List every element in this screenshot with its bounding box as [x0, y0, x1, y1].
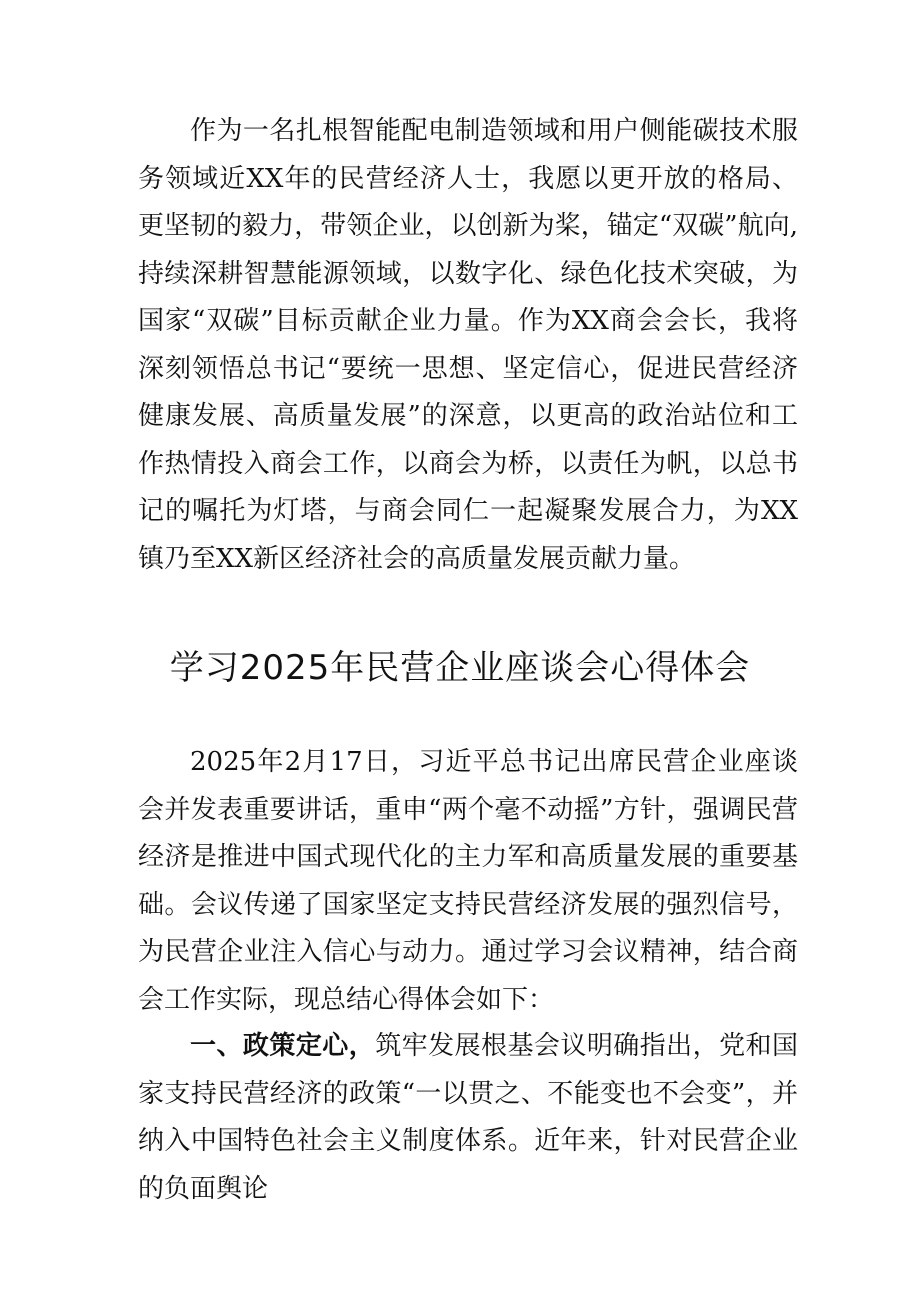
section-title: 学习2025年民营企业座谈会心得体会 [169, 648, 751, 688]
body-paragraph: 作为一名扎根智能配电制造领域和用户侧能碳技术服务领域近XX年的民营经济人士，我愿以更开放的格局、更坚韧的毅力，带领企业，以创新为桨，锚定“双碳”航向,持续深耕智慧能源领域，以数字化、绿色化技术突破，为国家“双碳”目标贡献企业力量。作为XX商会会长，我将深刻领悟总书记“要统一思想、坚定信心，促进民营经济健康发展、高质量发展”的深意，以更高的政治站位和工作热情投入商会工作，以商会为桥，以责任为帆，以总书记的嘱托为灯塔，与商会同仁一起凝聚发展合力，为XX镇乃至XX新区经济社会的高质量发展贡献力量。 [138, 116, 798, 574]
body-paragraph [138, 1023, 798, 1213]
body-paragraph: 2025年2月17日，习近平总书记出席民营企业座谈会并发表重要讲话，重申“两个毫不动摇”方针，强调民营经济是推进中国式现代化的主力军和高质量发展的重要基础。会议传递了国家坚定支持民营经济发展的强烈信号，为民营企业注入信心与动力。通过学习会议精神，结合商会工作实际，现总结心得体会如下： [138, 747, 798, 1015]
paragraph-heading: 一、政策定心， [190, 1031, 376, 1061]
paragraph-text: 筑牢发展根基会议明确指出，党和国家支持民营经济的政策“一以贯之、不能变也不会变”，并纳入中国特色社会主义制度体系。近年来，针对民营企业的负面舆论 [138, 1031, 798, 1204]
